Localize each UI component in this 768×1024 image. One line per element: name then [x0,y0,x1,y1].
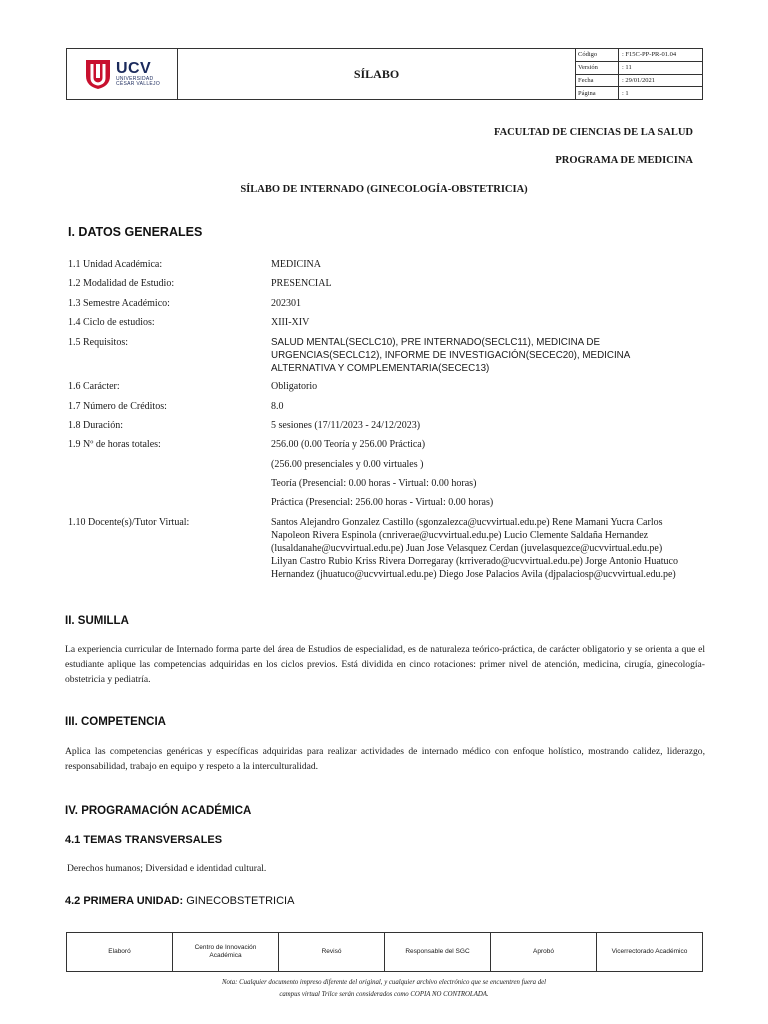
meta-value: : 11 [622,64,632,72]
datos-label: 1.3 Semestre Académico: [68,298,170,309]
document-header-table [66,48,703,100]
meta-value: : 1 [622,89,629,97]
datos-value: 202301 [271,298,301,309]
meta-key: Fecha [576,75,619,87]
footer-cell-aprobo: Aprobó [491,933,597,971]
meta-key: Código [576,49,619,61]
section-heading-datos-generales: I. DATOS GENERALES [68,225,203,239]
datos-label: 1.10 Docente(s)/Tutor Virtual: [68,517,190,528]
meta-key: Versión [576,62,619,74]
datos-label: 1.4 Ciclo de estudios: [68,317,155,328]
datos-value: 5 sesiones (17/11/2023 - 24/12/2023) [271,420,421,431]
datos-label: 1.7 Número de Créditos: [68,401,167,412]
meta-value: : F15C-PP-PR-01.04 [622,51,677,59]
datos-value: PRESENCIAL [271,278,332,289]
program-name: PROGRAMA DE MEDICINA [555,155,693,166]
temas-transversales-text: Derechos humanos; Diversidad e identidad cultural. [67,863,267,874]
logo-subtitle-1: UNIVERSIDAD [115,76,154,82]
datos-value: Práctica (Presencial: 256.00 horas - Virtual: 0.00 horas) [271,497,494,508]
logo-cell [67,49,178,99]
unidad-label: 4.2 PRIMERA UNIDAD: [65,895,184,907]
datos-value: Teoría (Presencial: 0.00 horas - Virtual: 0.00 horas) [271,478,477,489]
competencia-paragraph: Aplica las competencias genéricas y específicas adquiridas para realizar actividades de internado médico con enfoque holístico, mostrando calidez, liderazgo, responsabilidad, trabajo en equipo y respeto a la interculturalidad. [65,746,705,772]
section-heading-competencia: III. COMPETENCIA [65,716,166,728]
footer-cell-vicerrectorado: Vicerrectorado Académico [611,948,688,955]
approval-footer-table [66,932,703,972]
meta-row-version [576,62,702,75]
datos-label: 1.2 Modalidad de Estudio: [68,278,175,289]
datos-value: SALUD MENTAL(SECLC10), PRE INTERNADO(SECLC11), MEDICINA DE URGENCIAS(SECLC12), INFORME DE INVESTIGACIÓN(SECEC20), MEDICINA ALTERNATIVA Y COMPLEMENTARIA(SECEC13) [271,337,630,374]
section-heading-programacion: IV. PROGRAMACIÓN ACADÉMICA [65,805,252,817]
datos-value: Santos Alejandro Gonzalez Castillo (sgonzalezca@ucvvirtual.edu.pe) Rene Mamani Yucra Carlos Napoleon Rivera Espinola (cnriverae@ucvvirtual.edu.pe) Lucio Clemente Saldaña Hernandez (lusaldanahe@ucvvirtual.edu.pe) Juan Jose Velasquez Cerdan (juvelasquezce@ucvvirtual.edu.pe) Lilyan Castro Rubio Kriss Rivera Dorregaray (krriverado@ucvvirtual.edu.pe) Jorge Antonio Huatuco Hernandez (jhuatuco@ucvvirtual.edu.pe) Diego Jose Palacios Avila (djpalaciosp@ucvvirtual.edu.pe) [271,517,678,580]
footer-cell-centro-innovacion: Centro de Innovación Académica [173,933,279,971]
footer-cell-reviso: Revisó [279,933,385,971]
datos-value: XIII-XIV [271,317,310,328]
datos-label: 1.8 Duración: [68,420,123,431]
datos-value: (256.00 presenciales y 0.00 virtuales ) [271,459,424,470]
footer-cell-elaboro: Elaboró [67,933,173,971]
footer-note-line-2: campus virtual Trilce serán considerados como COPIA NO CONTROLADA. [279,991,489,998]
footer-note [0,977,768,1001]
footer-note-line-1: Nota: Cualquier documento impreso diferente del original, y cualquier archivo electrónico que se encuentren fuera del [221,979,547,986]
section-heading-sumilla: II. SUMILLA [65,615,129,627]
ucv-shield-icon [84,58,112,90]
meta-row-code [576,49,702,62]
syllabus-title: SÍLABO DE INTERNADO (GINECOLOGÍA-OBSTETRICIA) [240,184,528,195]
header-meta [576,49,702,99]
datos-label: 1.6 Carácter: [68,381,120,392]
logo-subtitle-2: CÉSAR VALLEJO [115,81,161,87]
datos-label: 1.9 Nº de horas totales: [68,439,161,450]
meta-row-date [576,75,702,88]
datos-label: 1.5 Requisitos: [68,337,129,348]
subheading-primera-unidad [65,895,294,907]
ucv-logo [84,58,160,90]
datos-value: 256.00 (0.00 Teoría y 256.00 Práctica) [271,439,426,450]
datos-value: 8.0 [271,401,284,412]
sumilla-paragraph: La experiencia curricular de Internado forma parte del área de Estudios de especialidad, es de naturaleza teórico-práctica, de carácter obligatorio y se orienta a que el estudiante aplique las competencias adquiridas en los ciclos previos. Está dividida en cinco rotaciones: primer nivel de atención, medicina, cirugía, ginecología-obstetricia y pediatría. [65,644,705,685]
meta-key: Página [576,87,619,99]
header-title: SÍLABO [178,49,576,99]
meta-value: : 29/01/2021 [622,76,656,84]
meta-row-page [576,87,702,99]
unidad-name: GINECOBSTETRICIA [186,895,295,907]
subheading-temas-transversales: 4.1 TEMAS TRANSVERSALES [65,834,223,846]
footer-cell-responsable-sgc: Responsable del SGC [385,933,491,971]
datos-value: Obligatorio [271,381,318,392]
datos-label: 1.1 Unidad Académica: [68,259,163,270]
datos-value: MEDICINA [271,259,321,270]
faculty-name: FACULTAD DE CIENCIAS DE LA SALUD [493,127,693,138]
logo-name: UCV [115,60,152,77]
